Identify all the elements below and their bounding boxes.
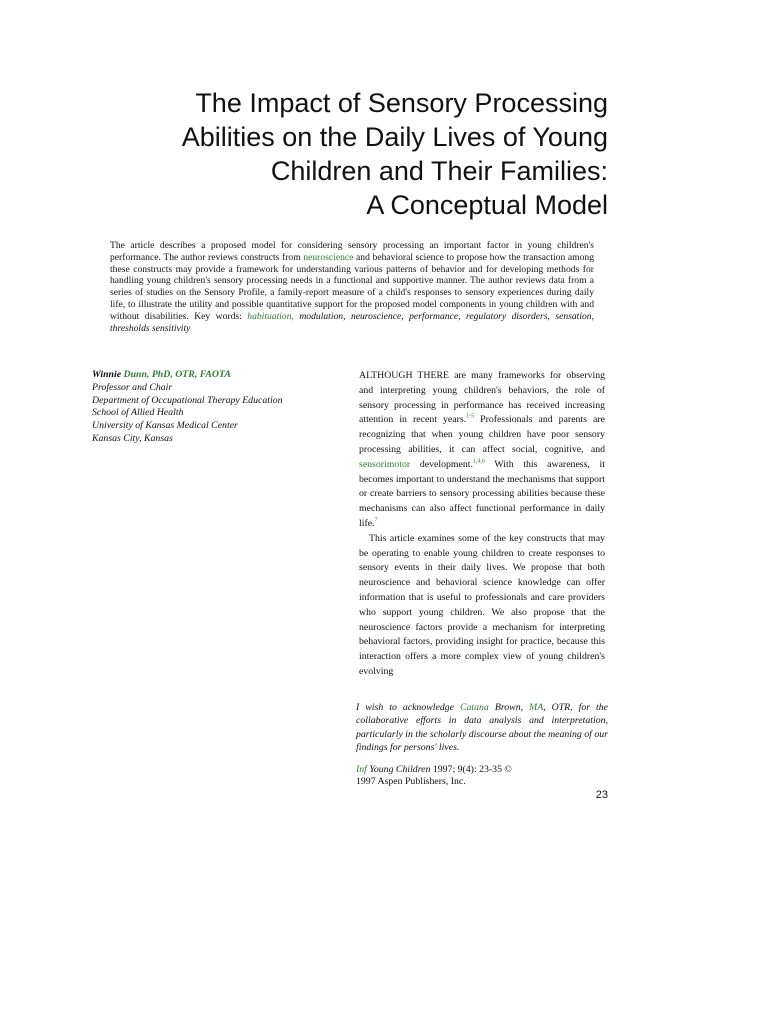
reference-superscript[interactable]: 7 bbox=[374, 517, 378, 524]
author-affiliation-line: Department of Occupational Therapy Education bbox=[92, 394, 283, 406]
author-block bbox=[92, 369, 332, 446]
keyword-link-habituation[interactable]: habituation, bbox=[247, 310, 294, 322]
body-text: With this awareness, it becomes important to understand the mechanisms that support or create barriers to sensory processing abilities because these mechanisms can also affect functional performance in daily life. bbox=[359, 458, 605, 529]
ack-link-catana[interactable]: Catana bbox=[459, 702, 489, 713]
body-text: development. bbox=[410, 458, 473, 470]
body-text: Professionals and parents are recognizing that when young children have poor sensory processing abilities, it can affect social, cognitive, and bbox=[359, 414, 605, 455]
citation-journal-link[interactable]: Inf bbox=[356, 764, 367, 775]
author-affiliation-line: Professor and Chair bbox=[92, 381, 173, 393]
reference-superscript[interactable]: 1,4,6 bbox=[472, 458, 485, 465]
abstract-link-neuroscience[interactable]: neuroscience bbox=[303, 251, 354, 263]
acknowledgment bbox=[356, 701, 608, 755]
body-text-column bbox=[359, 369, 605, 680]
title-line: The Impact of Sensory Processing bbox=[195, 88, 608, 118]
article-title bbox=[100, 86, 608, 222]
ack-text: Brown, bbox=[488, 702, 530, 713]
body-paragraph-2: This article examines some of the key constructs that may be operating to enable young children to create responses to sensory events in their daily lives. We propose that both neuroscience and behavioral science knowledge can offer information that is useful to professionals and care providers who support young children. We also propose that the neuroscience factors provide a mechanism for interpreting behavioral factors, providing insight for practice, because this interaction offers a more complex view of young children's evolving bbox=[359, 532, 605, 677]
author-name bbox=[92, 369, 332, 382]
abstract bbox=[110, 240, 594, 334]
title-line: Abilities on the Daily Lives of Young bbox=[181, 122, 608, 152]
title-line: A Conceptual Model bbox=[366, 190, 608, 220]
keywords-text: modulation, neuroscience, performance, regulatory disorders, sensation, thresholds sensitivity bbox=[110, 310, 594, 334]
author-first-name: Winnie bbox=[92, 369, 124, 380]
citation-journal: Young Children bbox=[366, 764, 431, 775]
abstract-text: and behavioral science to propose how the transaction among these constructs may provide a framework for understanding various patterns of behavior and for developing methods for handling young children's sensory processing needs in a functional and supportive manner. The author reviews data from a series of studies on the Sensory Profile, a family-report measure of a child's responses to sensory experiences during daily life, to illustrate the utility and possible quantitative support for the proposed model components in young children with and without disabilities. Key words: bbox=[110, 251, 594, 322]
citation bbox=[356, 764, 608, 788]
ack-text: I wish to acknowledge bbox=[356, 702, 460, 713]
citation-details: 1997; 9(4): 23-35 © bbox=[430, 764, 512, 775]
ack-text: , OTR, for the collaborative efforts in data analysis and interpretation, particularly in the scholarly discourse about the meaning of our findings for persons' lives. bbox=[356, 702, 608, 754]
abstract-text: The article describes a proposed model for considering sensory processing an important factor in young children's performance. The author reviews constructs from bbox=[110, 240, 594, 263]
page-number: 23 bbox=[595, 789, 608, 801]
author-name-link[interactable]: Dunn, PhD, OTR, FAOTA bbox=[123, 369, 231, 380]
author-affiliation-line: School of Allied Health bbox=[92, 407, 184, 419]
body-paragraph-1 bbox=[359, 369, 605, 532]
reference-superscript[interactable]: 1-5 bbox=[466, 414, 475, 421]
author-affiliation-line: Kansas City, Kansas bbox=[92, 432, 173, 444]
title-line: Children and Their Families: bbox=[270, 156, 608, 186]
body-text: ALTHOUGH THERE are many frameworks for observing and interpreting young children's behaviors, the role of sensory processing in performance has received increasing attention in recent years. bbox=[359, 370, 605, 426]
citation-publisher: 1997 Aspen Publishers, Inc. bbox=[356, 776, 466, 787]
ack-link-ma[interactable]: MA bbox=[529, 702, 544, 713]
body-link-sensorimotor[interactable]: sensorimotor bbox=[359, 458, 411, 470]
author-affiliation-line: University of Kansas Medical Center bbox=[92, 420, 238, 432]
